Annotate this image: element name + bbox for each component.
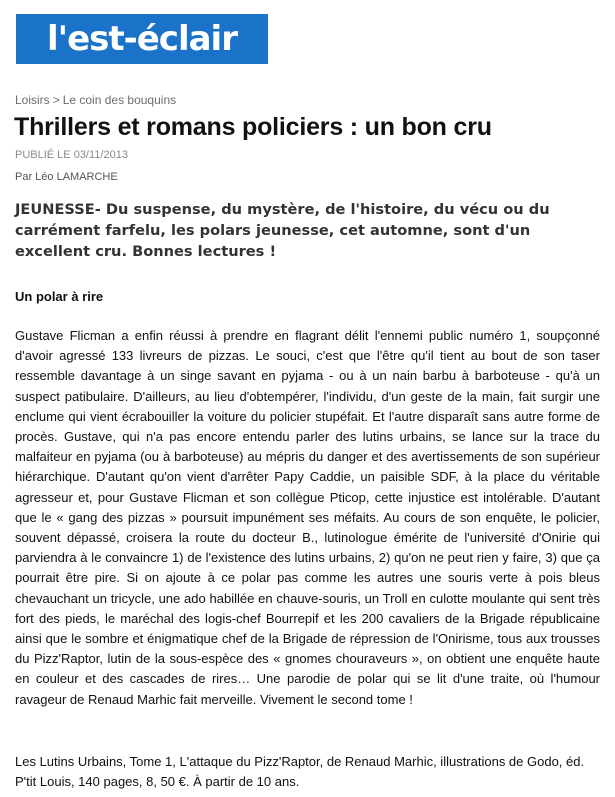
breadcrumb (15, 93, 176, 107)
breadcrumb-separator: > (52, 93, 60, 107)
site-logo-text: l'est-éclair (47, 19, 237, 59)
book-reference: Les Lutins Urbains, Tome 1, L'attaque du Pizz'Raptor, de Renaud Marhic, illustrations de Godo, éd. P'tit Louis, 140 pages, 8, 50 €. À partir de 10 ans. (15, 754, 585, 790)
article-body: Gustave Flicman a enfin réussi à prendre en flagrant délit l'ennemi public numéro 1, soupçonné d'avoir agressé 133 livreurs de pizzas. Le souci, c'est que l'être qu'il tient au bout de son taser ressemble davantage à un singe savant en pyjama - ou à un nain barbu à barboteuse - qu'à un suspect patibulaire. D'ailleurs, au lieu d'obtempérer, l'individu, d'un geste de la main, fait surgir une enclume qui vient écrabouiller la voiture du policier stupéfait. Et l'autre disparaît sans autre forme de procès. Gustave, qui n'a pas encore entendu parler des lutins urbains, se lance sur la trace du malfaiteur en pyjama (ou à barboteuse) au mépris du danger et des avertissements de son supérieur hiérarchique. D'autant qu'on vient d'arrêter Papy Caddie, un paisible SDF, à la place du véritable agresseur et, pour Gustave Flicman et son collègue Pticop, cette injustice est intolérable. D'autant que le « gang des pizzas » poursuit impunément ses méfaits. Au cours de son enquête, le policier, souvent dépassé, croisera la route du docteur B., lutinologue émérite de l'université d'Onirie qui parviendra à le convaincre 1) de l'existence des lutins urbains, 2) qu'on ne peut rien y faire, 3) que ça pourrait être pire. Si on ajoute à ce polar pas comme les autres une souris verte à pois bleus chevauchant un tricycle, une ado habillée en chauve-souris, un Troll en culotte moulante qui sent très fort des pieds, le maréchal des logis-chef Bourrepif et les 200 cavaliers de la Brigade républicaine ainsi que le sombre et énigmatique chef de la Brigade de répression de l'Onirisme, tous aux trousses du Pizz'Raptor, lutin de la sous-espèce des « gnomes chouraveurs », on obtient une enquête haute en couleur et des cascades de rires… Une parodie de polar qui se lit d'une traite, où l'humour ravageur de Renaud Marhic fait merveille. Vivement le second tome ! (15, 328, 600, 707)
section-heading: Un polar à rire (15, 289, 104, 304)
breadcrumb-item-coin-des-bouquins[interactable]: Le coin des bouquins (62, 93, 177, 107)
article-lead: JEUNESSE- Du suspense, du mystère, de l'histoire, du vécu ou du carrément farfelu, les polars jeunesse, cet automne, sont d'un excellent cru. Bonnes lectures ! (15, 201, 550, 260)
breadcrumb-item-loisirs[interactable]: Loisirs (15, 93, 50, 107)
site-logo[interactable] (16, 14, 268, 64)
article-author: Par Léo LAMARCHE (15, 171, 118, 183)
publication-date: PUBLIÉ LE 03/11/2013 (15, 149, 128, 161)
article-title: Thrillers et romans policiers : un bon cru (14, 113, 492, 141)
